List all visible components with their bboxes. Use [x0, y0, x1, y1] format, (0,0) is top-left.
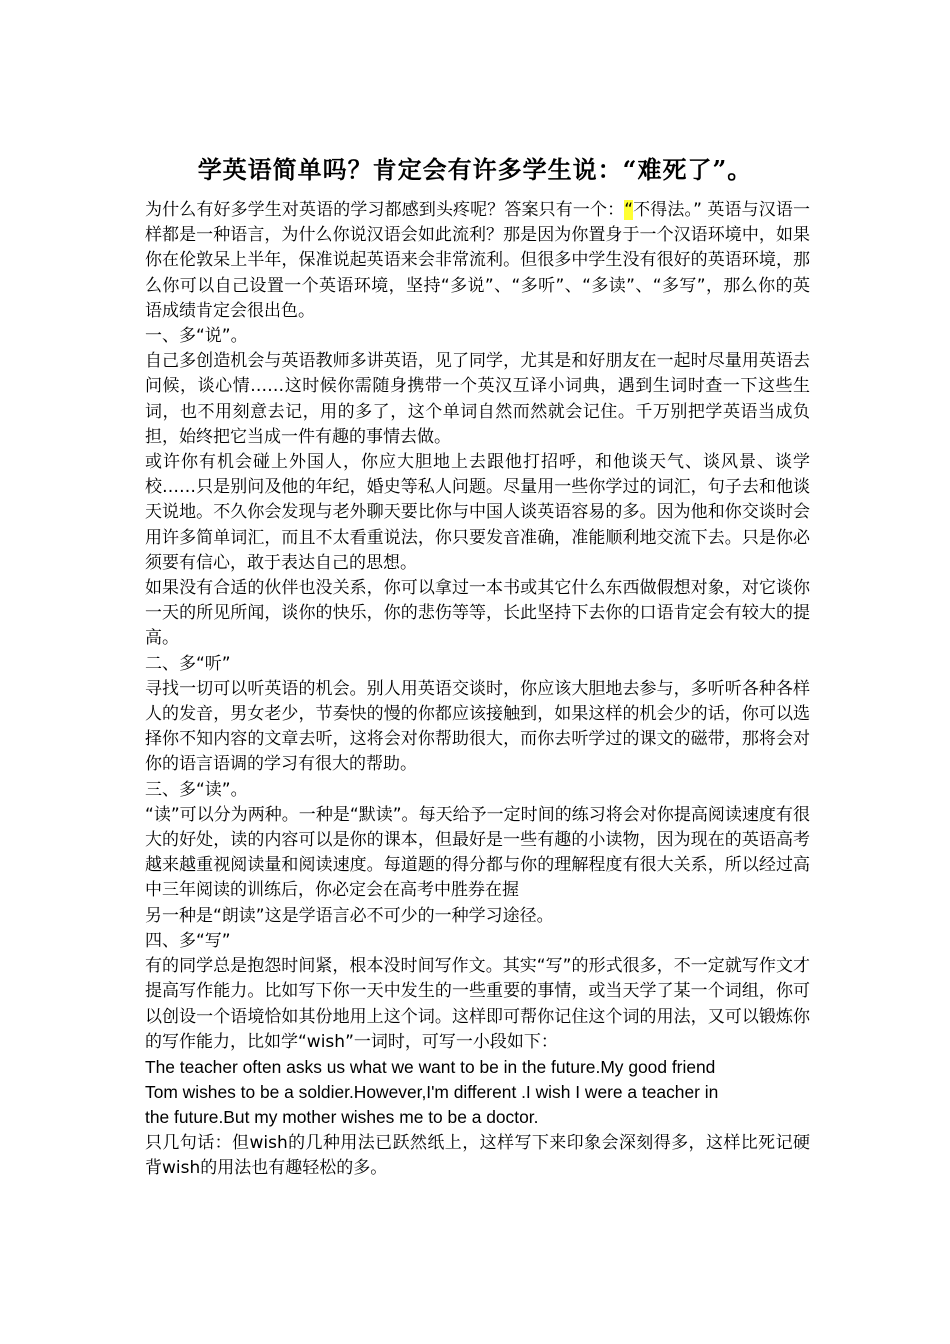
section-heading-speak: 一、多“说”。 [145, 326, 248, 347]
english-example-line-3: the future.But my mother wishes me to be a doctor. [145, 1107, 539, 1128]
read-paragraph-2: 另一种是“朗读”这是学语言必不可少的一种学习途径。 [145, 905, 554, 926]
intro-paragraph [145, 198, 810, 324]
write-paragraph-1: 有的同学总是抱怨时间紧，根本没时间写作文。其实“写”的形式很多，不一定就写作文才提高写作能力。比如写下你一天中发生的一些重要的事情，或当天学了某一个词组，你可以创设一个语境恰如其份地用上这个词。这样即可帮你记住这个词的用法，又可以锻炼你的写作能力，比如学“wish”一词时，可写一小段如下： [145, 956, 810, 1052]
intro-text-rest: 不得法。” 英语与汉语一样都是一种语言，为什么你说汉语会如此流利？那是因为你置身于一个汉语环境中，如果你在伦敦呆上半年，保准说起英语来会非常流利。但很多中学生没有很好的英语环境，那么你可以自己设置一个英语环境，坚持“多说”、“多听”、“多读”、“多写”，那么你的英语成绩肯定会很出色。 [145, 200, 811, 321]
listen-paragraph-1: 寻找一切可以听英语的机会。别人用英语交谈时，你应该大胆地去参与，多听听各种各样人的发音，男女老少，节奏快的慢的你都应该接触到，如果这样的机会少的话，你可以选择你不知内容的文章去听，这将会对你帮助很大，而你去听学过的课文的磁带，那将会对你的语言语调的学习有很大的帮助。 [145, 678, 810, 775]
document-title: 学英语简单吗？肯定会有许多学生说：“难死了”。 [197, 155, 753, 184]
speak-paragraph-2: 或许你有机会碰上外国人，你应大胆地上去跟他打招呼，和他谈天气、谈风景、谈学校……只是别问及他的年纪，婚史等私人问题。尽量用一些你学过的词汇，句子去和他谈天说地。不久你会发现与老外聊天要比你与中国人谈英语容易的多。因为他和你交谈时会用许多简单词汇，而且不太看重说法，你只要发音准确，准能顺利地交流下去。只是你必须要有信心，敢于表达自己的思想。 [145, 452, 810, 573]
read-paragraph-1: “读”可以分为两种。一种是“默读”。每天给予一定时间的练习将会对你提高阅读速度有很大的好处，读的内容可以是你的课本，但最好是一些有趣的小读物，因为现在的英语高考越来越重视阅读量和阅读速度。每道题的得分都与你的理解程度有很大关系，所以经过高中三年阅读的训练后，你必定会在高考中胜券在握 [145, 804, 810, 901]
english-example-line-1: The teacher often asks us what we want to be in the future.My good friend [145, 1056, 716, 1077]
speak-paragraph-3: 如果没有合适的伙伴也没关系，你可以拿过一本书或其它什么东西做假想对象，对它谈你一天的所见所闻，谈你的快乐，你的悲伤等等，长此坚持下去你的口语肯定会有较大的提高。 [145, 578, 810, 649]
section-heading-read: 三、多“读”。 [145, 779, 248, 800]
highlighted-quote-mark: “ [624, 200, 634, 220]
section-heading-listen: 二、多“听” [145, 653, 231, 674]
english-example-line-2: Tom wishes to be a soldier.However,I'm different .I wish I were a teacher in [145, 1082, 719, 1103]
document-body [145, 198, 810, 1181]
closing-paragraph: 只几句话：但wish的几种用法已跃然纸上，这样写下来印象会深刻得多，这样比死记硬背wish的用法也有趣轻松的多。 [145, 1132, 810, 1178]
speak-paragraph-1: 自己多创造机会与英语教师多讲英语，见了同学，尤其是和好朋友在一起时尽量用英语去问候，谈心情……这时候你需随身携带一个英汉互译小词典，遇到生词时查一下这些生词，也不用刻意去记，用的多了，这个单词自然而然就会记住。千万别把学英语当成负担，始终把它当成一件有趣的事情去做。 [145, 351, 810, 447]
intro-text-start: 为什么有好多学生对英语的学习都感到头疼呢？答案只有一个： [145, 200, 625, 220]
section-heading-write: 四、多“写” [145, 930, 231, 951]
